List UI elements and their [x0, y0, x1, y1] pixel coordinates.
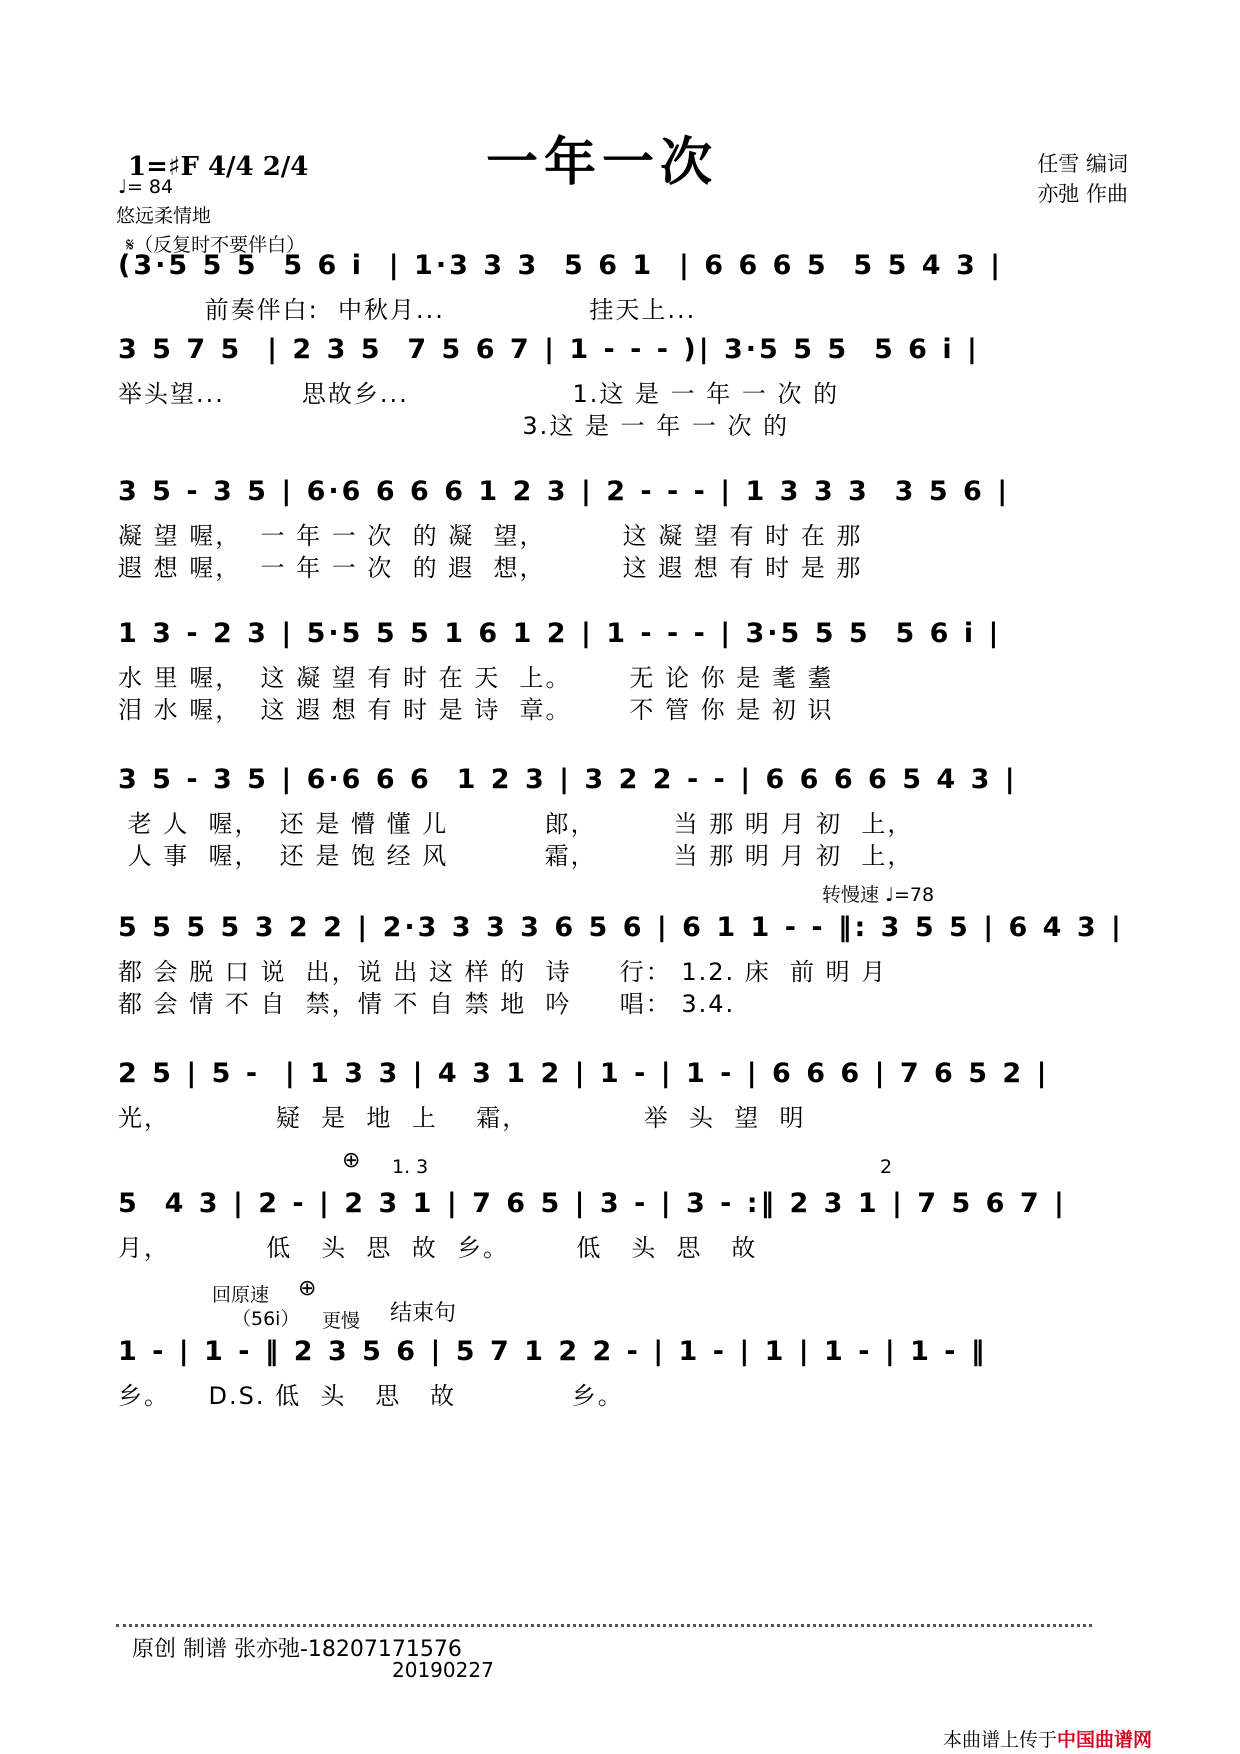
page-title: 一年一次	[486, 132, 719, 193]
lyricist-credit: 任雪 编词	[1037, 152, 1128, 176]
lyric-line: 前奏伴白: 中秋月... 挂天上...	[118, 296, 697, 324]
lyric-line: 3.这 是 一 年 一 次 的	[118, 412, 790, 440]
note-line: 3 5 7 5 | 2 3 5 7 5 6 7 | 1 - - - )| 3·5 5 5 5 6 i |	[118, 334, 980, 365]
ending-marking: 结束句	[390, 1301, 457, 1326]
staff-system-9	[118, 1336, 1128, 1408]
slower-marking: 更慢	[322, 1310, 361, 1332]
note-line: 1 3 - 2 3 | 5·5 5 5 1 6 1 2 | 1 - - - | 3·5 5 5 5 6 i |	[118, 618, 1002, 649]
staff-system-5	[118, 764, 1128, 868]
note-line: (3·5 5 5 5 6 i | 1·3 3 3 5 6 1 | 6 6 6 5 5 5 4 3 |	[118, 250, 1004, 281]
staff-system-1	[118, 250, 1128, 322]
lyric-line: 光， 疑 是 地 上 霜， 举 头 望 明	[118, 1104, 806, 1132]
footer-credit: 原创 制谱 张亦弛-18207171576	[132, 1637, 462, 1662]
staff-system-2	[118, 334, 1128, 438]
coda-sign: ⊕	[342, 1148, 361, 1173]
expression-marking: 悠远柔情地	[116, 205, 212, 227]
segno-note: 𝄋（反复时不要伴白）	[126, 234, 306, 256]
lyric-line: 遐 想 喔， 一 年 一 次 的 遐 想， 这 遐 想 有 时 是 那	[118, 554, 863, 582]
note-line: 5 4 3 | 2 - | 2 3 1 | 7 6 5 | 3 - | 3 - :‖ 2 3 1 | 7 5 6 7 |	[118, 1188, 1067, 1219]
key-signature: 1=♯F 4/4 2/4	[128, 152, 309, 182]
lyric-line: 都 会 脱 口 说 出，说 出 这 样 的 诗 行： 1.2. 床 前 明 月	[118, 958, 888, 986]
staff-system-3	[118, 476, 1128, 580]
staff-system-4	[118, 618, 1128, 722]
footer-divider	[116, 1624, 1092, 1627]
lyric-line: 泪 水 喔， 这 遐 想 有 时 是 诗 章。 不 管 你 是 初 识	[118, 696, 834, 724]
footer-date: 20190227	[392, 1658, 494, 1682]
back-tempo-marking: 回原速	[212, 1284, 270, 1306]
lyric-line: 乡。 D.S. 低 头 思 故 乡。	[118, 1382, 624, 1410]
note-line: 2 5 | 5 - | 1 3 3 | 4 3 1 2 | 1 - | 1 - | 6 6 6 | 7 6 5 2 |	[118, 1058, 1050, 1089]
staff-system-6	[118, 912, 1128, 1016]
tempo-marking: ♩= 84	[118, 176, 174, 198]
note-line: 3 5 - 3 5 | 6·6 6 6 1 2 3 | 3 2 2 - - | 6 6 6 6 5 4 3 |	[118, 764, 1018, 795]
lyric-line: 老 人 喔， 还 是 懵 懂 儿 郎， 当 那 明 月 初 上，	[118, 810, 914, 838]
lyric-line: 都 会 情 不 自 禁，情 不 自 禁 地 吟 唱： 3.4.	[118, 990, 736, 1018]
staff-system-8	[118, 1188, 1128, 1260]
note-line: 1 - | 1 - ‖ 2 3 5 6 | 5 7 1 2 2 - | 1 - | 1 | 1 - | 1 - ‖	[118, 1336, 988, 1367]
note-line: 5 5 5 5 3 2 2 | 2·3 3 3 3 6 5 6 | 6 1 1 - - ‖: 3 5 5 | 6 4 3 |	[118, 912, 1124, 943]
upload-prefix: 本曲谱上传于	[942, 1729, 1057, 1751]
coda-sign-2: ⊕	[298, 1276, 317, 1301]
volta-2-label: 2	[880, 1156, 893, 1178]
fill-notes: （56i）	[232, 1308, 300, 1330]
staff-system-7	[118, 1058, 1128, 1130]
lyric-line: 月， 低 头 思 故 乡。 低 头 思 故	[118, 1234, 758, 1262]
lyric-line: 人 事 喔， 还 是 饱 经 风 霜， 当 那 明 月 初 上，	[118, 842, 914, 870]
lyric-line: 水 里 喔， 这 凝 望 有 时 在 天 上。 无 论 你 是 耄 耋	[118, 664, 834, 692]
lyric-line: 举头望... 思故乡... 1.这 是 一 年 一 次 的	[118, 380, 840, 408]
upload-note	[943, 1725, 1152, 1752]
note-line: 3 5 - 3 5 | 6·6 6 6 6 1 2 3 | 2 - - - | 1 3 3 3 3 5 6 |	[118, 476, 1011, 507]
upload-site[interactable]: 中国曲谱网	[1056, 1729, 1152, 1751]
composer-credit: 亦弛 作曲	[1037, 182, 1128, 206]
volta-1-label: 1. 3	[392, 1156, 429, 1178]
lyric-line: 凝 望 喔， 一 年 一 次 的 凝 望， 这 凝 望 有 时 在 那	[118, 522, 863, 550]
slow-tempo-marking: 转慢速 ♩=78	[822, 884, 935, 906]
